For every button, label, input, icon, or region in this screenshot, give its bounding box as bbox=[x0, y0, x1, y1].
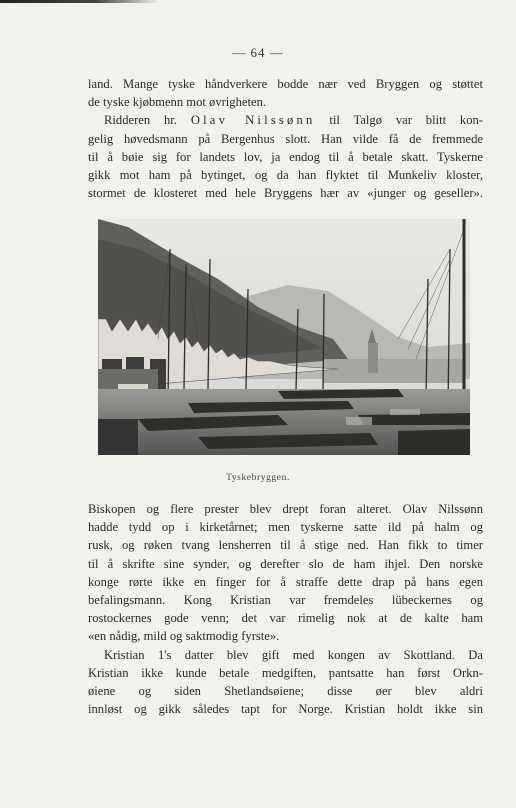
text-line: hadde tydd op i kirketårnet; men tyskerne satte ild på halm og bbox=[88, 520, 483, 535]
scan-edge bbox=[0, 0, 160, 3]
text-top bbox=[88, 75, 483, 202]
text-line: rusk, og røken tvang lensherren til å stige ned. Han fikk to timer bbox=[88, 538, 483, 553]
text-line: befalingsmann. Kong Kristian var fremdeles lübeckernes og bbox=[88, 593, 483, 608]
text-bottom bbox=[88, 500, 483, 718]
text-line: land. Mange tyske håndverkere bodde nær ved Bryggen og støttet bbox=[88, 77, 483, 91]
text-fragment: Ridderen hr. bbox=[104, 113, 191, 128]
text-line: øiene og siden Shetlandsøiene; disse øer blev aldri bbox=[88, 684, 483, 699]
text-line: gelig høvedsmann på Bergenhus slott. Han vilde få de fremmede bbox=[88, 131, 483, 146]
paragraph bbox=[88, 111, 483, 202]
text-line: de tyske kjøbmenn mot øvrigheten. bbox=[88, 95, 267, 110]
photograph bbox=[98, 219, 470, 455]
text-line: rostockernes gode venn; det var rimelig nok at de kalte ham bbox=[88, 611, 483, 626]
text-line: Biskopen og flere prester blev drept foran alteret. Olav Nilssønn bbox=[88, 502, 483, 516]
page-number: — 64 — bbox=[232, 45, 284, 60]
paragraph bbox=[88, 75, 483, 111]
text-line: til å skrifte sine synder, og derefter slo de ham ihjel. Den norske bbox=[88, 556, 483, 571]
figure-caption: Tyskebryggen. bbox=[226, 473, 290, 483]
text-line: gikk mot ham på bytinget, og da han flyktet til Munkeliv kloster, bbox=[88, 168, 483, 183]
text-fragment: til Talgø var blitt kon- bbox=[315, 113, 484, 128]
photograph-image bbox=[98, 219, 470, 455]
paragraph bbox=[88, 646, 483, 719]
text-line: stormet de klosteret med hele Bryggens hær av «junger og geseller». bbox=[88, 186, 483, 201]
text-line: innløst og gikk således tapt for Norge. Kristian holdt ikke sin bbox=[88, 702, 483, 717]
text-line: konge rørte ikke en finger for å straffe dette drap på hans egen bbox=[88, 574, 483, 589]
text-line: «en nådig, mild og saktmodig fyrste». bbox=[88, 629, 280, 644]
text-line: Kristian ikke kunde betale medgiften, pantsatte han først Orkn- bbox=[88, 665, 483, 680]
person-name: Olav Nilssønn bbox=[190, 113, 316, 128]
text-line bbox=[88, 111, 483, 129]
distant-town bbox=[323, 359, 463, 383]
text-line: til å bøie sig for landets lov, ja endog til å betale skatt. Tyskerne bbox=[88, 149, 483, 164]
pier bbox=[98, 419, 138, 455]
text-line: Kristian 1's datter blev gift med kongen av Skottland. Da bbox=[104, 647, 483, 662]
paragraph bbox=[88, 500, 483, 646]
